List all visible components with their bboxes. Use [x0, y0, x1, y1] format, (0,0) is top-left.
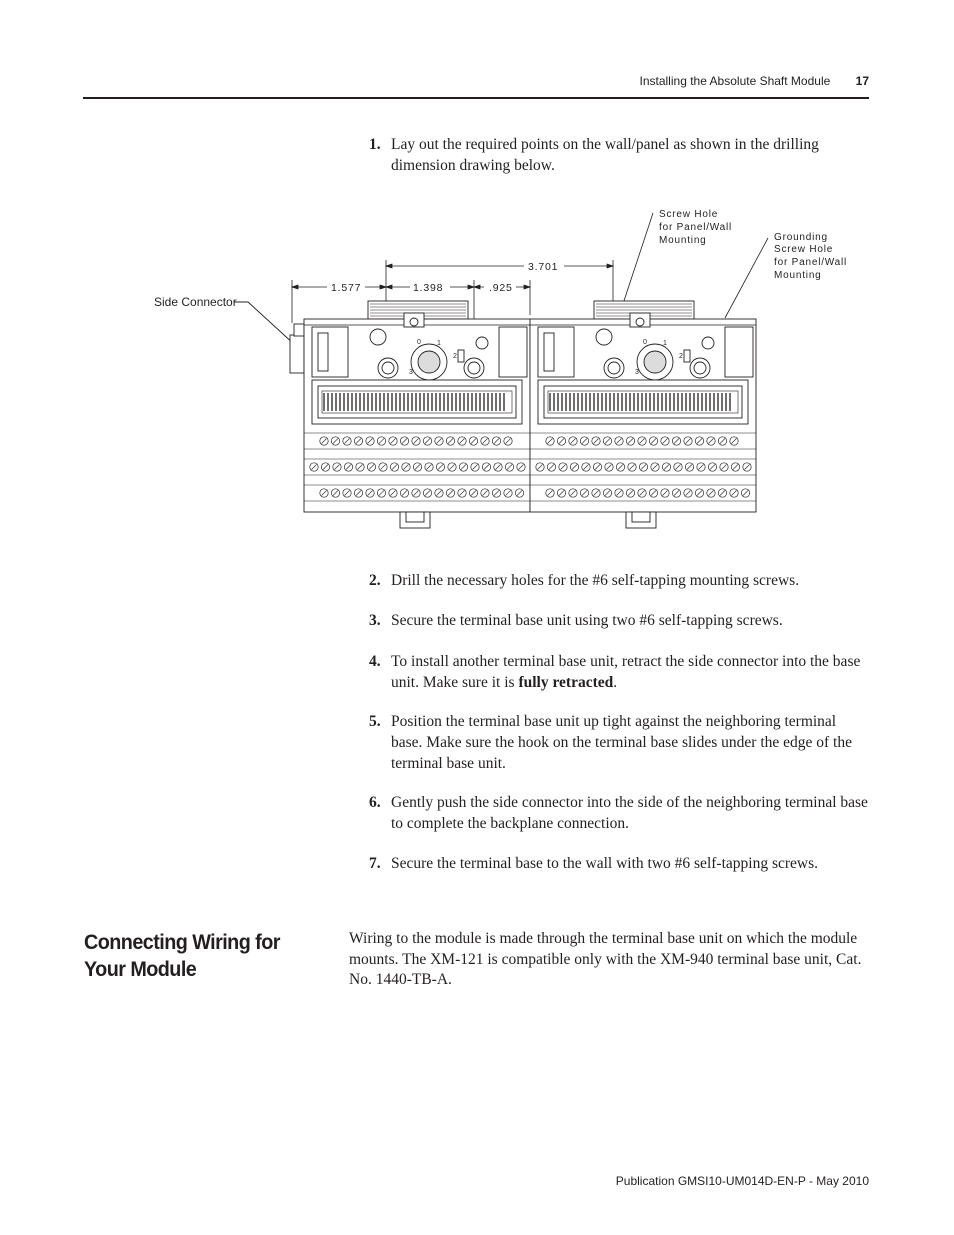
step-number: 4. [369, 653, 381, 670]
step-4 [369, 651, 869, 693]
step-number: 7. [369, 855, 381, 872]
svg-text:Grounding: Grounding [774, 232, 828, 243]
step-number: 3. [369, 612, 381, 629]
svg-text:Screw Hole: Screw Hole [774, 244, 834, 255]
latch-block [725, 327, 753, 377]
step-text: Secure the terminal base unit using two #6 self-tapping screws. [391, 612, 783, 629]
dial-digit: 1 [663, 340, 667, 347]
dimension-labels [327, 259, 564, 294]
emphasis: fully retracted [518, 674, 614, 691]
latch-block [312, 327, 348, 377]
section-body: Wiring to the module is made through the terminal base unit on which the module mounts. The XM-121 is compatible only with the XM-940 terminal base unit, Cat. No. 1440-TB-A. [349, 930, 862, 988]
latch-block [499, 327, 527, 377]
svg-text:Mounting: Mounting [659, 235, 707, 246]
dial-digit: 2 [679, 353, 683, 360]
svg-text:for Panel/Wall: for Panel/Wall [774, 257, 848, 268]
screw [410, 318, 418, 326]
step-number: 2. [369, 572, 381, 589]
step-1 [369, 134, 869, 176]
step-number: 5. [369, 713, 381, 730]
publication-footer: Publication GMSI10-UM014D-EN-P - May 2010 [615, 1174, 869, 1188]
dial-digit: 0 [643, 339, 647, 346]
dim-total-label: 3.701 [528, 261, 559, 273]
drilling-dimension-drawing [0, 195, 954, 535]
dim-b-label: 1.398 [413, 282, 444, 294]
grounding-callout [774, 232, 847, 281]
step-2 [369, 570, 869, 591]
step-text: Gently push the side connector into the side of the neighboring terminal base to complete the backplane connection. [391, 794, 868, 832]
svg-text:Screw Hole: Screw Hole [659, 209, 719, 220]
dim-a-label: 1.577 [331, 282, 362, 294]
dial-digit: 3 [409, 369, 413, 376]
screw [636, 318, 644, 326]
step-6 [369, 792, 869, 834]
step-number: 6. [369, 794, 381, 811]
grounding-leader [725, 238, 768, 318]
side-connector-part [290, 324, 304, 373]
latch-block [538, 327, 574, 377]
step-text: Drill the necessary holes for the #6 self-tapping mounting screws. [391, 572, 800, 589]
header-rule [83, 97, 869, 99]
section-heading: Connecting Wiring for Your Module [84, 930, 280, 981]
step-3 [369, 610, 869, 631]
page-number: 17 [855, 74, 869, 88]
svg-text:for Panel/Wall: for Panel/Wall [659, 222, 733, 233]
screw-hole-callout [659, 209, 732, 246]
dim-c-label: .925 [489, 282, 513, 294]
dial-digit: 1 [437, 340, 441, 347]
step-text: Secure the terminal base to the wall with two #6 self-tapping screws. [391, 855, 818, 872]
step-text: Lay out the required points on the wall/panel as shown in the drilling dimension drawing below. [391, 136, 819, 174]
dial-digit: 0 [417, 339, 421, 346]
step-text: To install another terminal base unit, retract the side connector into the base unit. Make sure it is fully retracted. [391, 653, 861, 691]
running-header [640, 74, 870, 88]
step-5 [369, 711, 869, 774]
terminal-base-units [304, 301, 756, 528]
svg-text:Mounting: Mounting [774, 270, 822, 281]
side-connector-callout: Side Connector [154, 295, 237, 309]
step-7 [369, 853, 869, 874]
step-text: Position the terminal base unit up tight against the neighboring terminal base. Make sure the hook on the terminal base slides under the edge of the terminal base unit. [391, 713, 852, 772]
dial-digit: 2 [453, 353, 457, 360]
header-section-title: Installing the Absolute Shaft Module [639, 74, 831, 88]
step-number: 1. [369, 136, 381, 153]
dial-digit: 3 [635, 369, 639, 376]
side-connector-leader [234, 302, 295, 345]
terminal-base-unit-1 [304, 301, 530, 528]
terminal-base-unit-2 [530, 301, 756, 528]
